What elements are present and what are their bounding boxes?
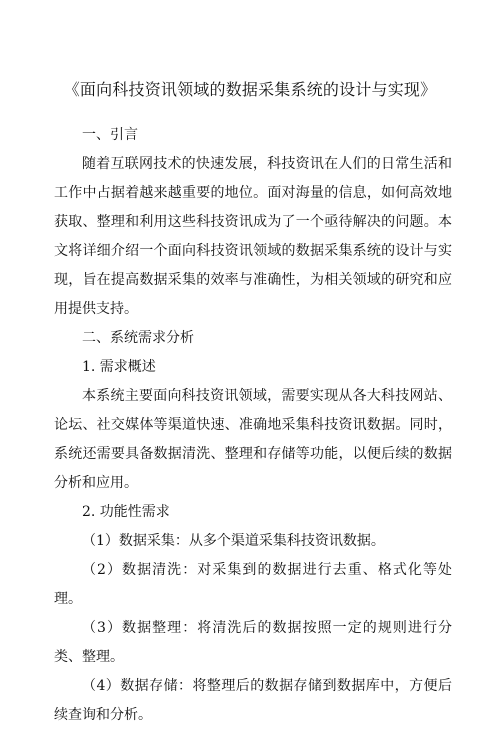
- document-title: 《面向科技资讯领域的数据采集系统的设计与实现》: [63, 80, 437, 99]
- section-heading-requirements: 二、系统需求分析: [82, 330, 194, 346]
- paragraph-introduction: 随着互联网技术的快速发展，科技资讯在人们的日常生活和工作中占据着越来越重要的地位。面对海量的信息，如何高效地获取、整理和利用这些科技资讯成为了一个亟待解决的问题。本文将详细介绍一个面向科技资讯领域的数据采集系统的设计与实现，旨在提高数据采集的效率与准确性，为相关领域的研究和应用提供支持。: [54, 156, 452, 317]
- subsection-heading-overview: 1. 需求概述: [82, 359, 156, 375]
- list-item-data-organizing: （3）数据整理：将清洗后的数据按照一定的规则进行分类、整理。: [54, 620, 452, 665]
- list-item-data-cleaning: （2）数据清洗：对采集到的数据进行去重、格式化等处理。: [54, 562, 452, 607]
- document-body: [54, 121, 452, 730]
- paragraph-overview: 本系统主要面向科技资讯领域，需要实现从各大科技网站、论坛、社交媒体等渠道快速、准确地采集科技资讯数据。同时，系统还需要具备数据清洗、整理和存储等功能，以便后续的数据分析和应用。: [54, 388, 452, 491]
- subsection-heading-functional: 2. 功能性需求: [82, 504, 170, 520]
- section-heading-introduction: 一、引言: [82, 127, 138, 143]
- list-item-data-collection: （1）数据采集：从多个渠道采集科技资讯数据。: [82, 533, 385, 549]
- list-item-data-storage: （4）数据存储：将整理后的数据存储到数据库中，方便后续查询和分析。: [54, 678, 452, 723]
